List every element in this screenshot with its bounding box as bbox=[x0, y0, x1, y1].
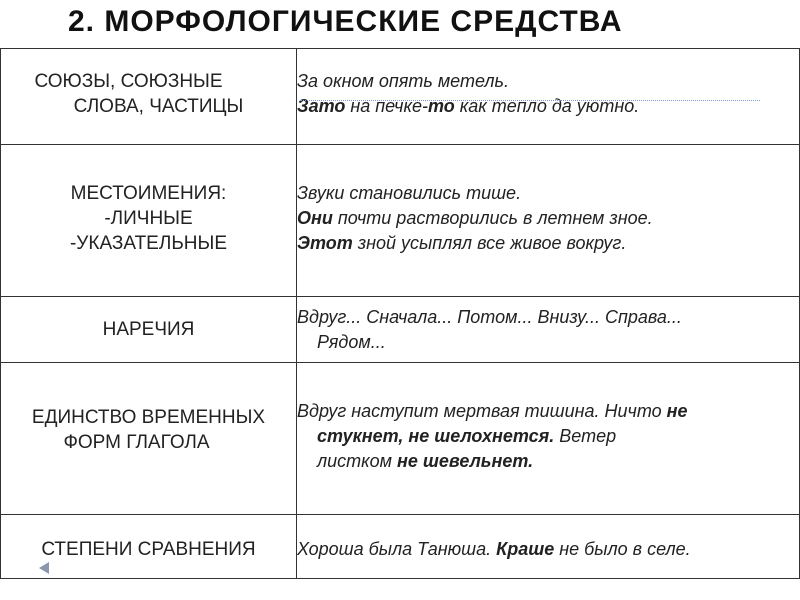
category-label: ФОРМ ГЛАГОЛА bbox=[63, 432, 210, 453]
morphology-table bbox=[0, 48, 800, 579]
category-label: СЛОВА, ЧАСТИЦЫ bbox=[73, 96, 244, 117]
example-cell bbox=[297, 363, 800, 515]
table-row bbox=[1, 49, 800, 145]
example-line bbox=[297, 399, 799, 424]
category-label: НАРЕЧИЯ bbox=[102, 319, 195, 340]
example-text: как тепло да уютно. bbox=[454, 96, 640, 116]
highlighted-word: Этот bbox=[297, 233, 353, 253]
highlighted-word: Они bbox=[297, 208, 333, 228]
example-line bbox=[297, 330, 799, 355]
highlighted-word: стукнет, не шелохнется. bbox=[297, 426, 555, 446]
example-line bbox=[297, 94, 799, 119]
example-line bbox=[297, 305, 799, 330]
example-line bbox=[297, 181, 799, 206]
category-label: -УКАЗАТЕЛЬНЫЕ bbox=[69, 233, 228, 254]
table-row bbox=[1, 363, 800, 515]
example-cell bbox=[297, 297, 800, 363]
category-label: СОЮЗЫ, СОЮЗНЫЕ bbox=[34, 71, 223, 92]
highlighted-word: то bbox=[428, 96, 455, 116]
example-text: Звуки становились тише. bbox=[297, 183, 522, 203]
example-cell bbox=[297, 515, 800, 579]
example-line bbox=[297, 206, 799, 231]
example-line bbox=[297, 424, 799, 449]
dotted-underline bbox=[300, 100, 760, 101]
highlighted-word: Зато bbox=[297, 96, 346, 116]
category-label: МЕСТОИМЕНИЯ: bbox=[70, 183, 227, 204]
example-text: Рядом... bbox=[297, 332, 386, 352]
example-line bbox=[297, 449, 799, 474]
slide-back-arrow-icon[interactable] bbox=[39, 562, 49, 574]
highlighted-word: не шевельнет. bbox=[397, 451, 534, 471]
example-text: За окном опять метель. bbox=[297, 71, 509, 91]
page-title: 2. МОРФОЛОГИЧЕСКИЕ СРЕДСТВА bbox=[68, 5, 623, 38]
category-cell bbox=[1, 297, 297, 363]
example-text: Хороша была Танюша. bbox=[297, 539, 497, 559]
example-cell bbox=[297, 145, 800, 297]
highlighted-word: не bbox=[666, 401, 688, 421]
category-label: СТЕПЕНИ СРАВНЕНИЯ bbox=[41, 539, 256, 560]
example-text: почти растворились в летнем зное. bbox=[332, 208, 653, 228]
example-text: на печке- bbox=[345, 96, 428, 116]
example-text: не было в селе. bbox=[554, 539, 691, 559]
category-label: -ЛИЧНЫЕ bbox=[104, 208, 193, 229]
example-text: Вдруг... Сначала... Потом... Внизу... Справа... bbox=[297, 307, 682, 327]
example-line bbox=[297, 537, 799, 562]
example-line bbox=[297, 231, 799, 256]
table-row bbox=[1, 145, 800, 297]
category-cell bbox=[1, 363, 297, 515]
example-line bbox=[297, 69, 799, 94]
example-text: листком bbox=[297, 451, 398, 471]
example-cell bbox=[297, 49, 800, 145]
table-row bbox=[1, 297, 800, 363]
table-row bbox=[1, 515, 800, 579]
category-label: ЕДИНСТВО ВРЕМЕННЫХ bbox=[31, 407, 266, 428]
highlighted-word: Краше bbox=[496, 539, 555, 559]
category-cell bbox=[1, 145, 297, 297]
example-text: Ветер bbox=[554, 426, 617, 446]
example-text: Вдруг наступит мертвая тишина. Ничто bbox=[297, 401, 667, 421]
category-cell bbox=[1, 49, 297, 145]
example-text: зной усыплял все живое вокруг. bbox=[352, 233, 627, 253]
